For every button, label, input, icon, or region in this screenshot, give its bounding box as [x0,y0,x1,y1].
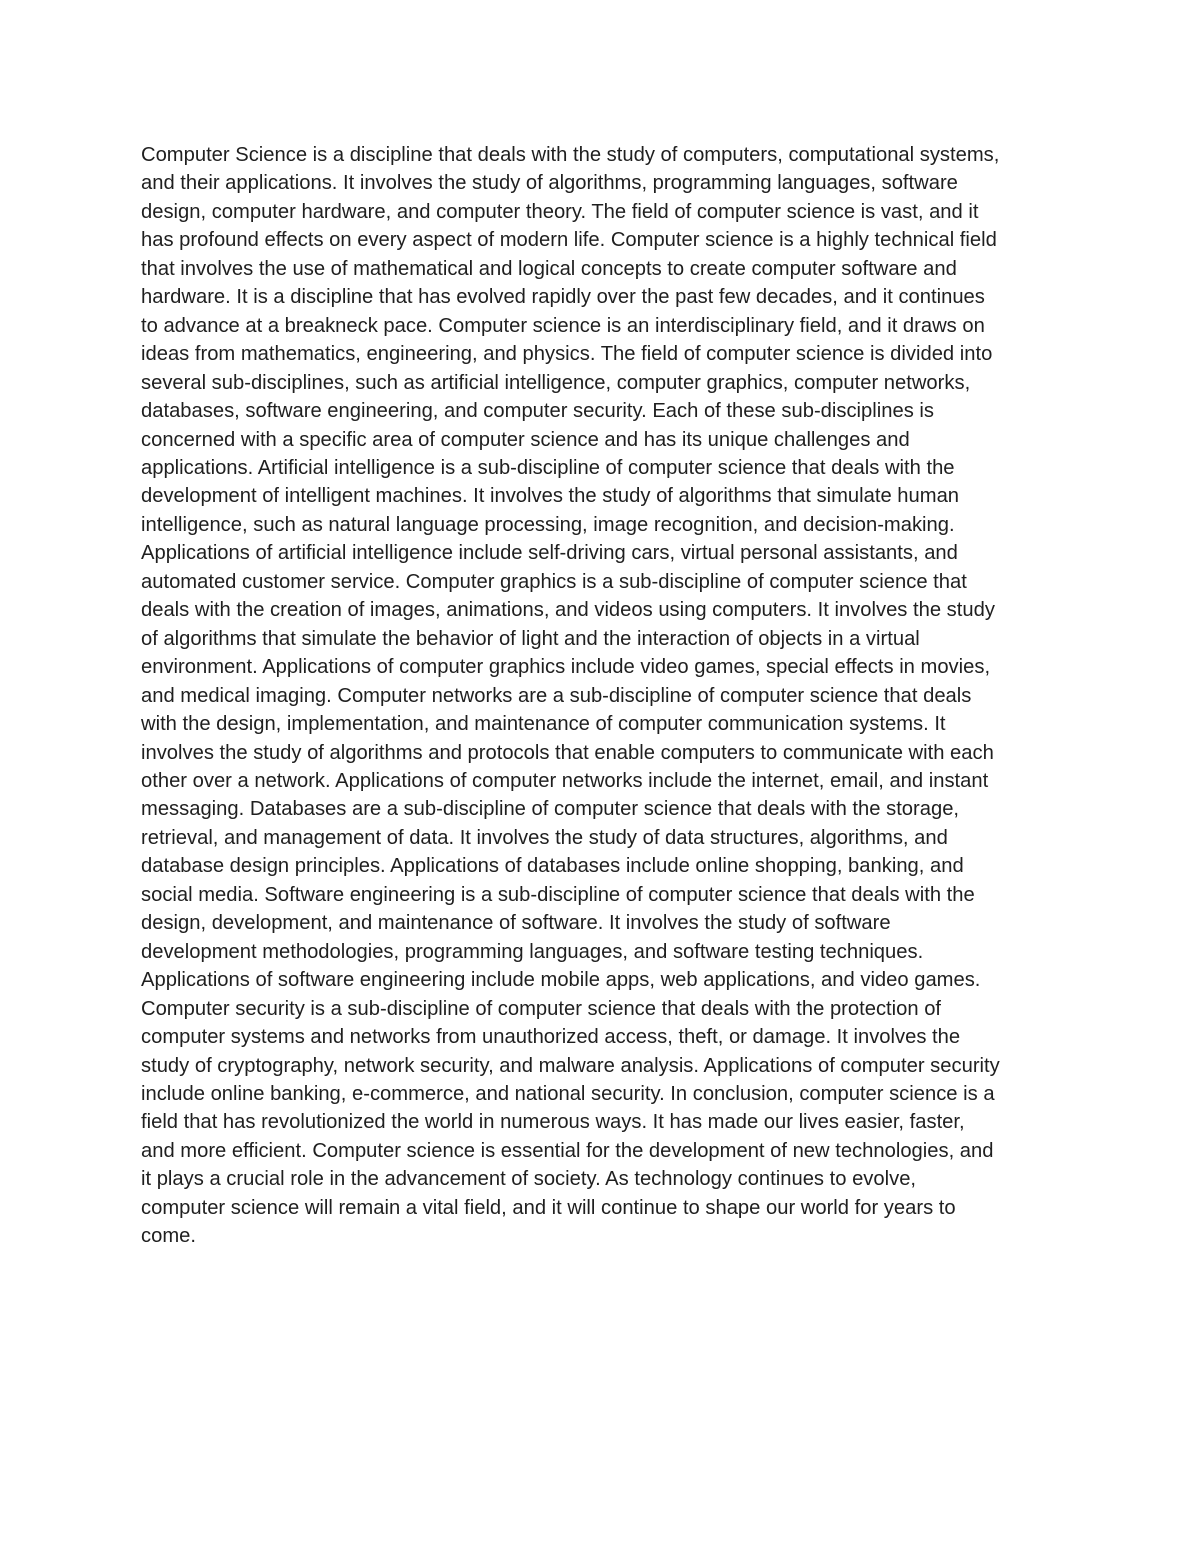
text-line: to advance at a breakneck pace. Computer science is an interdisciplinary field, and it draws on [141,314,985,337]
text-line: Applications of artificial intelligence include self-driving cars, virtual personal assistants, and [141,542,958,565]
text-line: Computer security is a sub-discipline of computer science that deals with the protection of [141,997,942,1020]
text-line: messaging. Databases are a sub-discipline of computer science that deals with the storage, [141,798,960,821]
text-line: concerned with a specific area of computer science and has its unique challenges and [141,428,910,451]
text-line: automated customer service. Computer graphics is a sub-discipline of computer science that [141,570,967,593]
text-line: social media. Software engineering is a sub-discipline of computer science that deals with the [141,883,975,906]
text-line: study of cryptography, network security, and malware analysis. Applications of computer security [141,1054,1000,1077]
text-line: database design principles. Applications of databases include online shopping, banking, and [141,855,964,878]
text-line: field that has revolutionized the world in numerous ways. It has made our lives easier, faster, [141,1111,965,1134]
text-line: computer systems and networks from unauthorized access, theft, or damage. It involves the [141,1026,961,1049]
text-line: come. [141,1225,196,1248]
text-line: hardware. It is a discipline that has evolved rapidly over the past few decades, and it continues [141,286,985,309]
body-paragraph [141,141,1081,1251]
text-line: Applications of software engineering include mobile apps, web applications, and video games. [141,969,981,992]
text-line: other over a network. Applications of computer networks include the internet, email, and instant [141,769,989,792]
text-line: applications. Artificial intelligence is a sub-discipline of computer science that deals with the [141,456,955,479]
text-line: deals with the creation of images, animations, and videos using computers. It involves the study [141,599,995,622]
text-line: development of intelligent machines. It involves the study of algorithms that simulate human [141,485,960,508]
text-line: and medical imaging. Computer networks are a sub-discipline of computer science that deals [141,684,972,707]
text-line: include online banking, e-commerce, and national security. In conclusion, computer science is a [141,1082,995,1105]
text-line: several sub-disciplines, such as artificial intelligence, computer graphics, computer networks, [141,371,971,394]
text-line: design, computer hardware, and computer theory. The field of computer science is vast, and it [141,200,979,223]
text-line: development methodologies, programming languages, and software testing techniques. [141,940,924,963]
text-line: ideas from mathematics, engineering, and physics. The field of computer science is divided into [141,343,993,366]
text-line: involves the study of algorithms and protocols that enable computers to communicate with each [141,741,994,764]
text-line: environment. Applications of computer graphics include video games, special effects in movies, [141,656,991,679]
text-line: it plays a crucial role in the advancement of society. As technology continues to evolve, [141,1168,917,1191]
text-line: and more efficient. Computer science is essential for the development of new technologies, and [141,1139,994,1162]
text-line: computer science will remain a vital field, and it will continue to shape our world for years to [141,1196,956,1219]
text-line: design, development, and maintenance of software. It involves the study of software [141,912,891,935]
text-line: that involves the use of mathematical and logical concepts to create computer software and [141,257,957,280]
text-line: with the design, implementation, and maintenance of computer communication systems. It [141,713,946,736]
text-line: retrieval, and management of data. It involves the study of data structures, algorithms, and [141,826,948,849]
text-line: and their applications. It involves the study of algorithms, programming languages, software [141,172,958,195]
text-line: intelligence, such as natural language processing, image recognition, and decision-making. [141,513,955,536]
text-line: has profound effects on every aspect of modern life. Computer science is a highly technical field [141,229,997,252]
text-line: databases, software engineering, and computer security. Each of these sub-disciplines is [141,400,934,423]
text-line: of algorithms that simulate the behavior of light and the interaction of objects in a virtual [141,627,920,650]
text-line: Computer Science is a discipline that deals with the study of computers, computational systems, [141,144,1000,166]
